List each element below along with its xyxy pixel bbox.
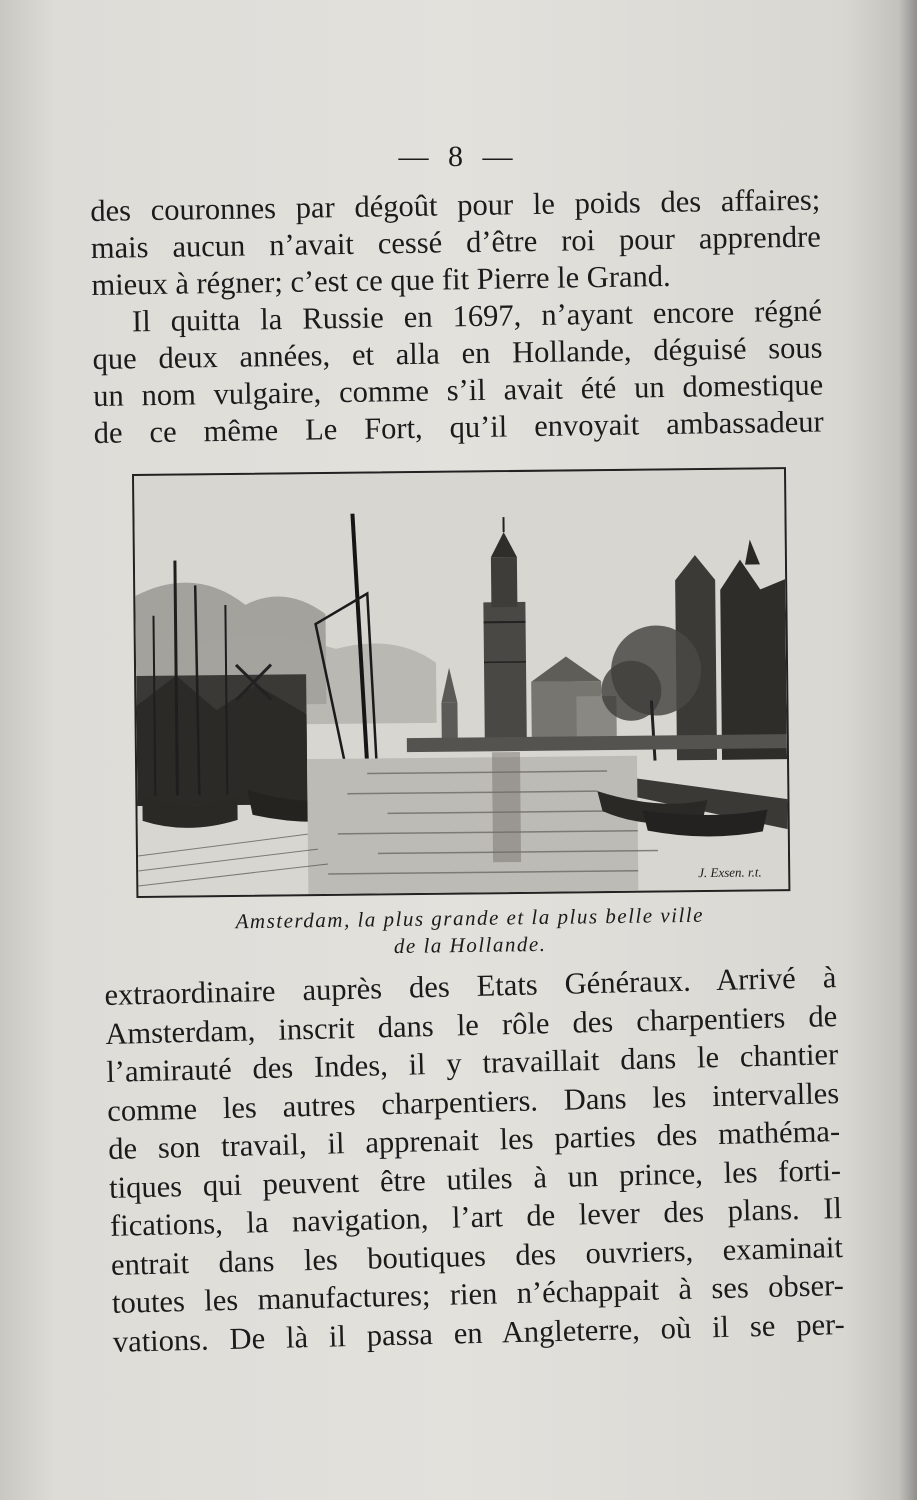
text-line: toutes les manufactures; rien n’échappait à ses obser-	[111, 1268, 845, 1320]
text-line: un nom vulgaire, comme s’il avait été un domestique	[92, 367, 824, 413]
caption-line: de la Hollande.	[393, 931, 547, 959]
text-line: vations. De là il passa en Angleterre, où il se per-	[112, 1306, 846, 1359]
text-line: fications, la navigation, l’art de lever des plans. Il	[109, 1191, 843, 1243]
paragraph-top	[90, 182, 824, 452]
text-line: que deux années, et alla en Hollande, déguisé sous	[92, 330, 823, 376]
text-line: mieux à régner; c’est ce que fit Pierre le Grand.	[91, 258, 671, 302]
text-line: des couronnes par dégoût pour le poids des affaires;	[90, 182, 821, 228]
engraver-signature: J. Exsen. r.t.	[698, 864, 762, 881]
paragraph-bottom	[104, 958, 845, 1361]
text-line: de ce même Le Fort, qu’il envoyait ambassadeur	[93, 404, 824, 450]
text-line: entrait dans les boutiques des ouvriers, examinait	[110, 1229, 844, 1282]
text-line: mais aucun n’avait cessé d’être roi pour apprendre	[90, 219, 822, 265]
caption-line: Amsterdam, la plus grande et la plus belle ville	[235, 902, 705, 934]
page-spine-shadow	[899, 0, 917, 1500]
figure-caption	[150, 901, 791, 964]
text-line: l’amirauté des Indes, il y travaillait dans le chantier	[105, 1037, 839, 1089]
text-line: de son travail, il apprenait les parties des mathéma-	[107, 1114, 841, 1166]
text-line: Amsterdam, inscrit dans le rôle des charpentiers de	[104, 998, 838, 1051]
text-line: tiques qui peuvent être utiles à un prince, les forti-	[108, 1152, 842, 1205]
text-line: Il quitta la Russie en 1697, n’ayant encore régné	[131, 293, 823, 339]
amsterdam-engraving	[132, 467, 790, 898]
page-number: — 8 —	[398, 140, 519, 173]
text-line: extraordinaire auprès des Etats Généraux. Arrivé à	[104, 960, 837, 1012]
text-line: comme les autres charpentiers. Dans les intervalles	[106, 1075, 840, 1128]
